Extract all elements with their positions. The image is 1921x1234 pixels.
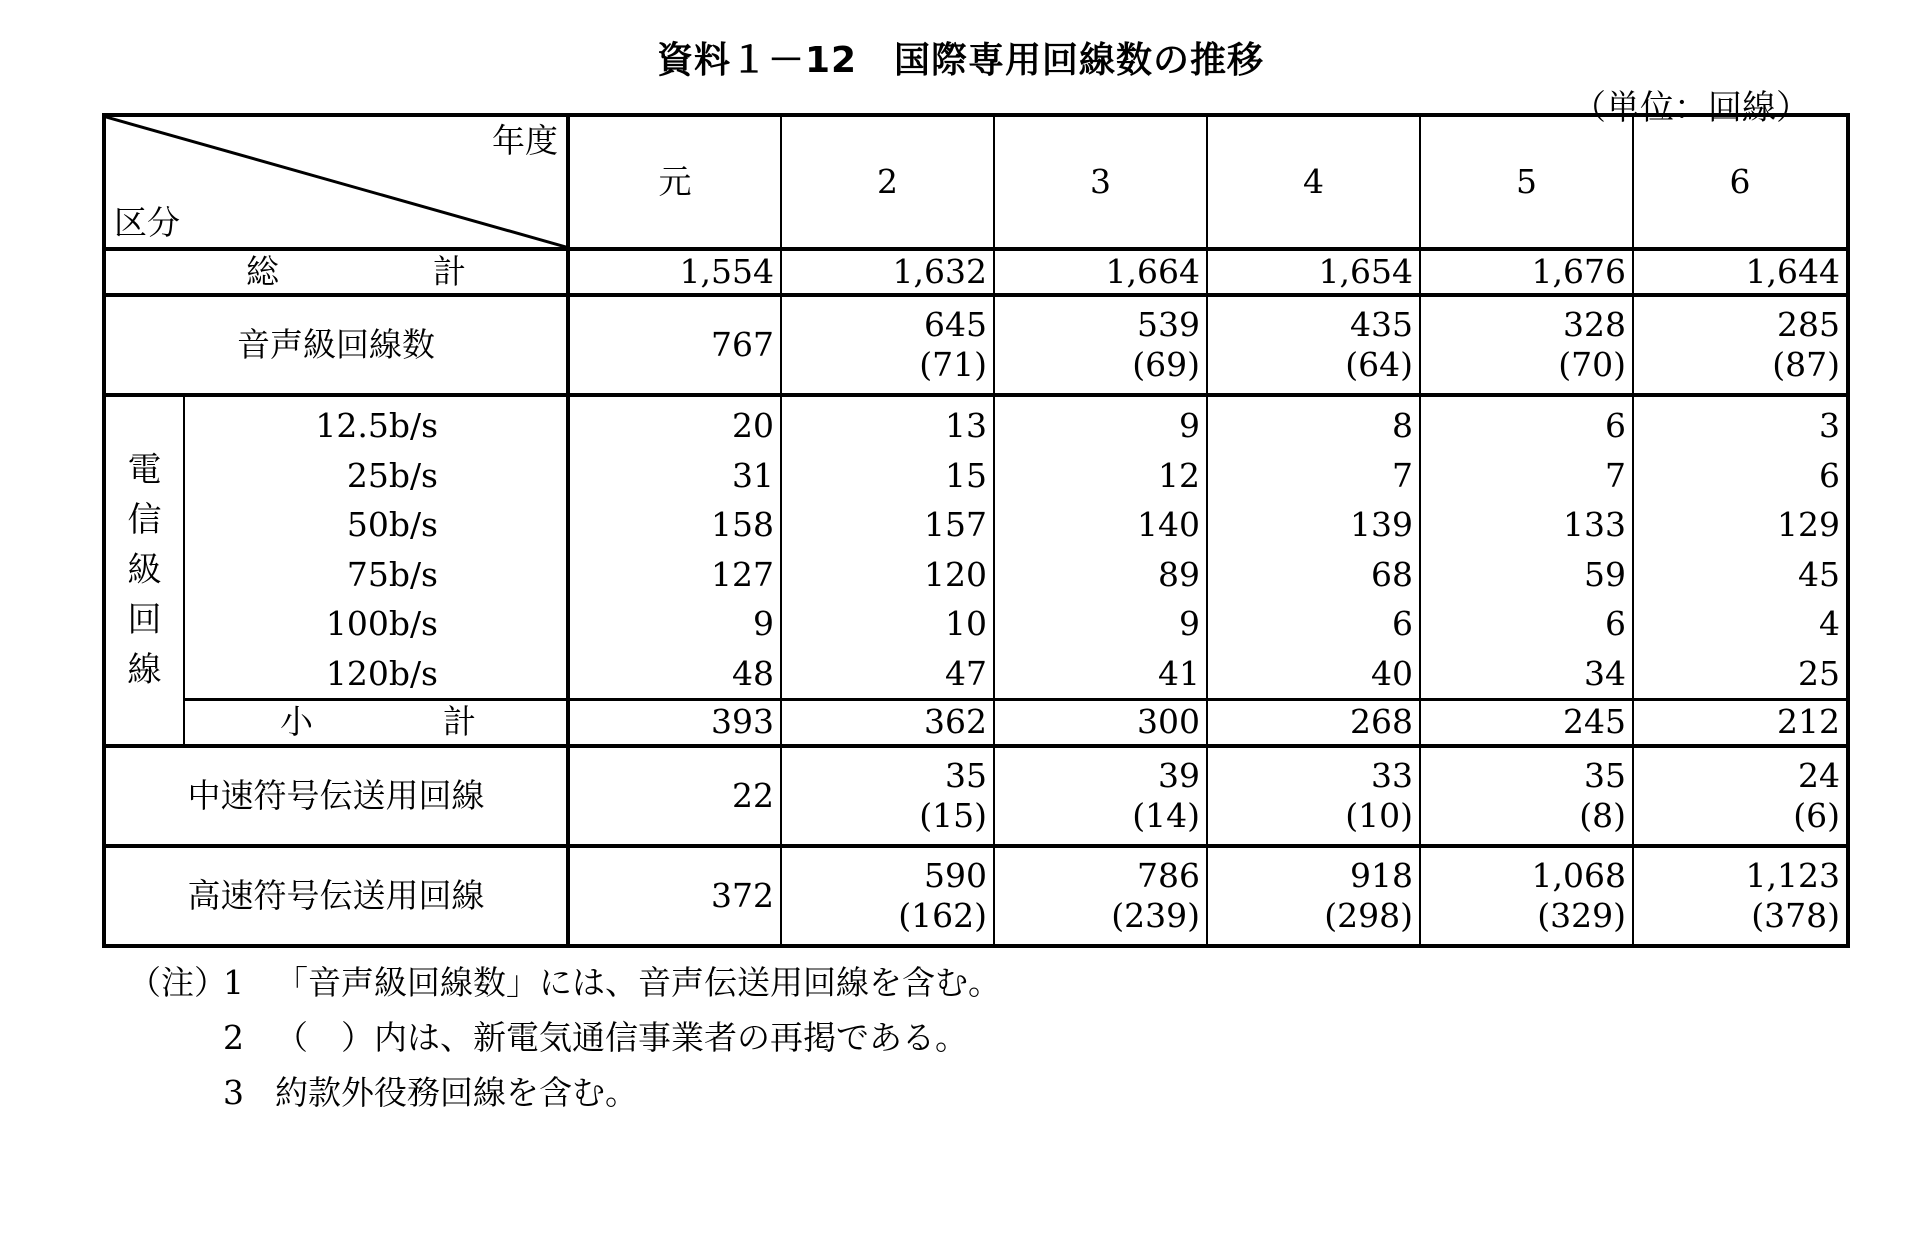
speed-label: 120b/s — [325, 653, 438, 693]
high-value: 590 — [924, 855, 987, 895]
total-label-left: 総 — [246, 252, 279, 291]
high-value: 918 — [1350, 855, 1413, 895]
speed-value: 7 — [1605, 455, 1626, 495]
speed-values-cell — [1420, 395, 1633, 700]
telegraph-group-char: 線 — [127, 650, 162, 691]
medium-sub-value: (6) — [1793, 795, 1840, 835]
speed-values-cell — [994, 395, 1207, 700]
high-value: 372 — [711, 875, 774, 915]
voice-value-cell — [1207, 295, 1420, 395]
speed-values-cell — [1207, 395, 1420, 700]
high-value-cell — [1207, 846, 1420, 946]
medium-speed-row — [104, 746, 1848, 846]
high-value-cell — [994, 846, 1207, 946]
speed-value: 8 — [1392, 406, 1413, 445]
high-sub-value: (298) — [1324, 895, 1413, 935]
unit-label: （単位：回線） — [1572, 88, 1810, 128]
speed-value: 12 — [1158, 455, 1200, 495]
speed-value: 6 — [1392, 604, 1413, 643]
speed-values-cell — [1633, 395, 1848, 700]
medium-sub-value: (14) — [1132, 795, 1200, 835]
voice-label: 音声級回線数 — [104, 295, 568, 395]
voice-row — [104, 295, 1848, 395]
medium-value: 39 — [1158, 755, 1200, 795]
speed-value: 31 — [732, 455, 774, 495]
medium-value-cell — [994, 746, 1207, 846]
medium-sub-value: (15) — [919, 795, 987, 835]
speed-value: 45 — [1798, 554, 1840, 594]
total-label — [104, 249, 568, 295]
speed-value: 158 — [711, 505, 774, 544]
medium-value: 24 — [1798, 755, 1840, 795]
speed-value: 6 — [1605, 406, 1626, 445]
note-number: 1 — [223, 963, 244, 1002]
speed-values-cell — [781, 395, 994, 700]
telegraph-group-char: 回 — [127, 600, 162, 641]
telegraph-group-label — [104, 395, 184, 746]
voice-value-cell — [781, 295, 994, 395]
high-value: 1,123 — [1745, 855, 1840, 895]
subtotal-value: 393 — [568, 700, 781, 746]
speed-value: 9 — [1179, 604, 1200, 643]
medium-value: 35 — [1584, 755, 1626, 795]
speed-value: 133 — [1563, 505, 1626, 544]
speed-value: 157 — [924, 505, 987, 544]
voice-value: 645 — [924, 305, 987, 344]
medium-value: 33 — [1371, 755, 1413, 795]
total-value: 1,554 — [568, 249, 781, 295]
telegraph-group-char: 電 — [127, 450, 162, 491]
speed-value: 68 — [1371, 554, 1413, 594]
voice-value-cell — [568, 295, 781, 395]
speed-value: 20 — [732, 406, 774, 445]
speed-value: 120 — [924, 554, 987, 594]
voice-sub-value: (69) — [1132, 345, 1200, 384]
note-item — [128, 1010, 1001, 1065]
speed-label: 12.5b/s — [315, 406, 438, 445]
subtotal-value: 268 — [1207, 700, 1420, 746]
voice-sub-value: (70) — [1558, 345, 1626, 384]
speed-label: 25b/s — [346, 455, 438, 495]
total-value: 1,644 — [1633, 249, 1848, 295]
telegraph-speeds-row — [104, 395, 1848, 700]
speed-labels-cell — [184, 395, 568, 700]
year-header: 元 — [568, 115, 781, 249]
speed-value: 34 — [1584, 653, 1626, 693]
speed-value: 4 — [1819, 604, 1840, 643]
speed-value: 25 — [1798, 653, 1840, 693]
speed-value: 9 — [753, 604, 774, 643]
year-header: 4 — [1207, 115, 1420, 249]
voice-sub-value: (71) — [919, 345, 987, 384]
high-speed-row — [104, 846, 1848, 946]
voice-value-cell — [994, 295, 1207, 395]
year-header: 5 — [1420, 115, 1633, 249]
speed-value: 127 — [711, 554, 774, 594]
medium-sub-value: (8) — [1579, 795, 1626, 835]
voice-value: 328 — [1563, 305, 1626, 344]
speed-value: 13 — [945, 406, 987, 445]
subtotal-label-right: 計 — [443, 702, 476, 742]
note-number: 3 — [223, 1073, 244, 1112]
voice-value: 539 — [1137, 305, 1200, 344]
subtotal-value: 212 — [1633, 700, 1848, 746]
note-prefix: （注） — [128, 963, 227, 1002]
speed-value: 9 — [1179, 406, 1200, 445]
total-label-right: 計 — [433, 252, 466, 291]
speed-value: 129 — [1777, 505, 1840, 544]
total-value: 1,654 — [1207, 249, 1420, 295]
speed-value: 59 — [1584, 554, 1626, 594]
medium-value-cell — [1207, 746, 1420, 846]
voice-value-cell — [1633, 295, 1848, 395]
high-speed-label: 高速符号伝送用回線 — [104, 846, 568, 946]
high-value: 786 — [1137, 855, 1200, 895]
high-value-cell — [1633, 846, 1848, 946]
subtotal-label — [184, 700, 568, 746]
note-item — [128, 1065, 1001, 1120]
speed-value: 6 — [1819, 455, 1840, 495]
high-value: 1,068 — [1531, 855, 1626, 895]
speed-value: 48 — [732, 653, 774, 693]
speed-value: 3 — [1819, 406, 1840, 445]
speed-value: 41 — [1158, 653, 1200, 693]
total-value: 1,632 — [781, 249, 994, 295]
medium-speed-label: 中速符号伝送用回線 — [104, 746, 568, 846]
note-text: （ ）内は、新電気通信事業者の再掲である。 — [275, 1018, 968, 1057]
high-sub-value: (239) — [1111, 895, 1200, 935]
note-item — [128, 955, 1001, 1010]
speed-label: 75b/s — [346, 554, 438, 594]
speed-value: 6 — [1605, 604, 1626, 643]
telegraph-group-char: 級 — [127, 550, 162, 591]
speed-value: 47 — [945, 653, 987, 693]
year-header: 6 — [1633, 115, 1848, 249]
medium-value: 22 — [732, 775, 774, 815]
corner-year-label: 年度 — [492, 121, 558, 160]
voice-value-cell — [1420, 295, 1633, 395]
voice-sub-value: (64) — [1345, 345, 1413, 384]
speed-value: 139 — [1350, 505, 1413, 544]
speed-value: 89 — [1158, 554, 1200, 594]
voice-value: 285 — [1777, 305, 1840, 344]
page-title: 資料１－12 国際専用回線数の推移 — [656, 40, 1265, 81]
year-header: 3 — [994, 115, 1207, 249]
speed-label: 100b/s — [325, 604, 438, 643]
notes — [128, 955, 1001, 1120]
total-value: 1,664 — [994, 249, 1207, 295]
note-text: 「音声級回線数」には、音声伝送用回線を含む。 — [275, 963, 1001, 1002]
subtotal-label-left: 小 — [280, 702, 313, 742]
data-table — [102, 113, 1850, 948]
subtotal-value: 362 — [781, 700, 994, 746]
note-number: 2 — [223, 1018, 244, 1057]
speed-value: 40 — [1371, 653, 1413, 693]
high-value-cell — [781, 846, 994, 946]
speed-value: 140 — [1137, 505, 1200, 544]
medium-value-cell — [781, 746, 994, 846]
medium-value-cell — [1420, 746, 1633, 846]
speed-value: 15 — [945, 455, 987, 495]
subtotal-value: 300 — [994, 700, 1207, 746]
high-value-cell — [568, 846, 781, 946]
speed-value: 7 — [1392, 455, 1413, 495]
medium-sub-value: (10) — [1345, 795, 1413, 835]
medium-value-cell — [568, 746, 781, 846]
telegraph-subtotal-row — [104, 700, 1848, 746]
year-header: 2 — [781, 115, 994, 249]
high-sub-value: (162) — [898, 895, 987, 935]
medium-value: 35 — [945, 755, 987, 795]
total-row — [104, 249, 1848, 295]
corner-category-label: 区分 — [114, 203, 180, 242]
high-value-cell — [1420, 846, 1633, 946]
header-corner-cell — [104, 115, 568, 249]
speed-values-cell — [568, 395, 781, 700]
speed-label: 50b/s — [346, 505, 438, 544]
speed-value: 10 — [945, 604, 987, 643]
voice-sub-value: (87) — [1772, 345, 1840, 384]
header-row — [104, 115, 1848, 249]
telegraph-group-char: 信 — [127, 500, 162, 541]
note-text: 約款外役務回線を含む。 — [275, 1073, 638, 1112]
voice-value: 767 — [711, 325, 774, 364]
voice-value: 435 — [1350, 305, 1413, 344]
medium-value-cell — [1633, 746, 1848, 846]
total-value: 1,676 — [1420, 249, 1633, 295]
high-sub-value: (329) — [1537, 895, 1626, 935]
subtotal-value: 245 — [1420, 700, 1633, 746]
high-sub-value: (378) — [1751, 895, 1840, 935]
